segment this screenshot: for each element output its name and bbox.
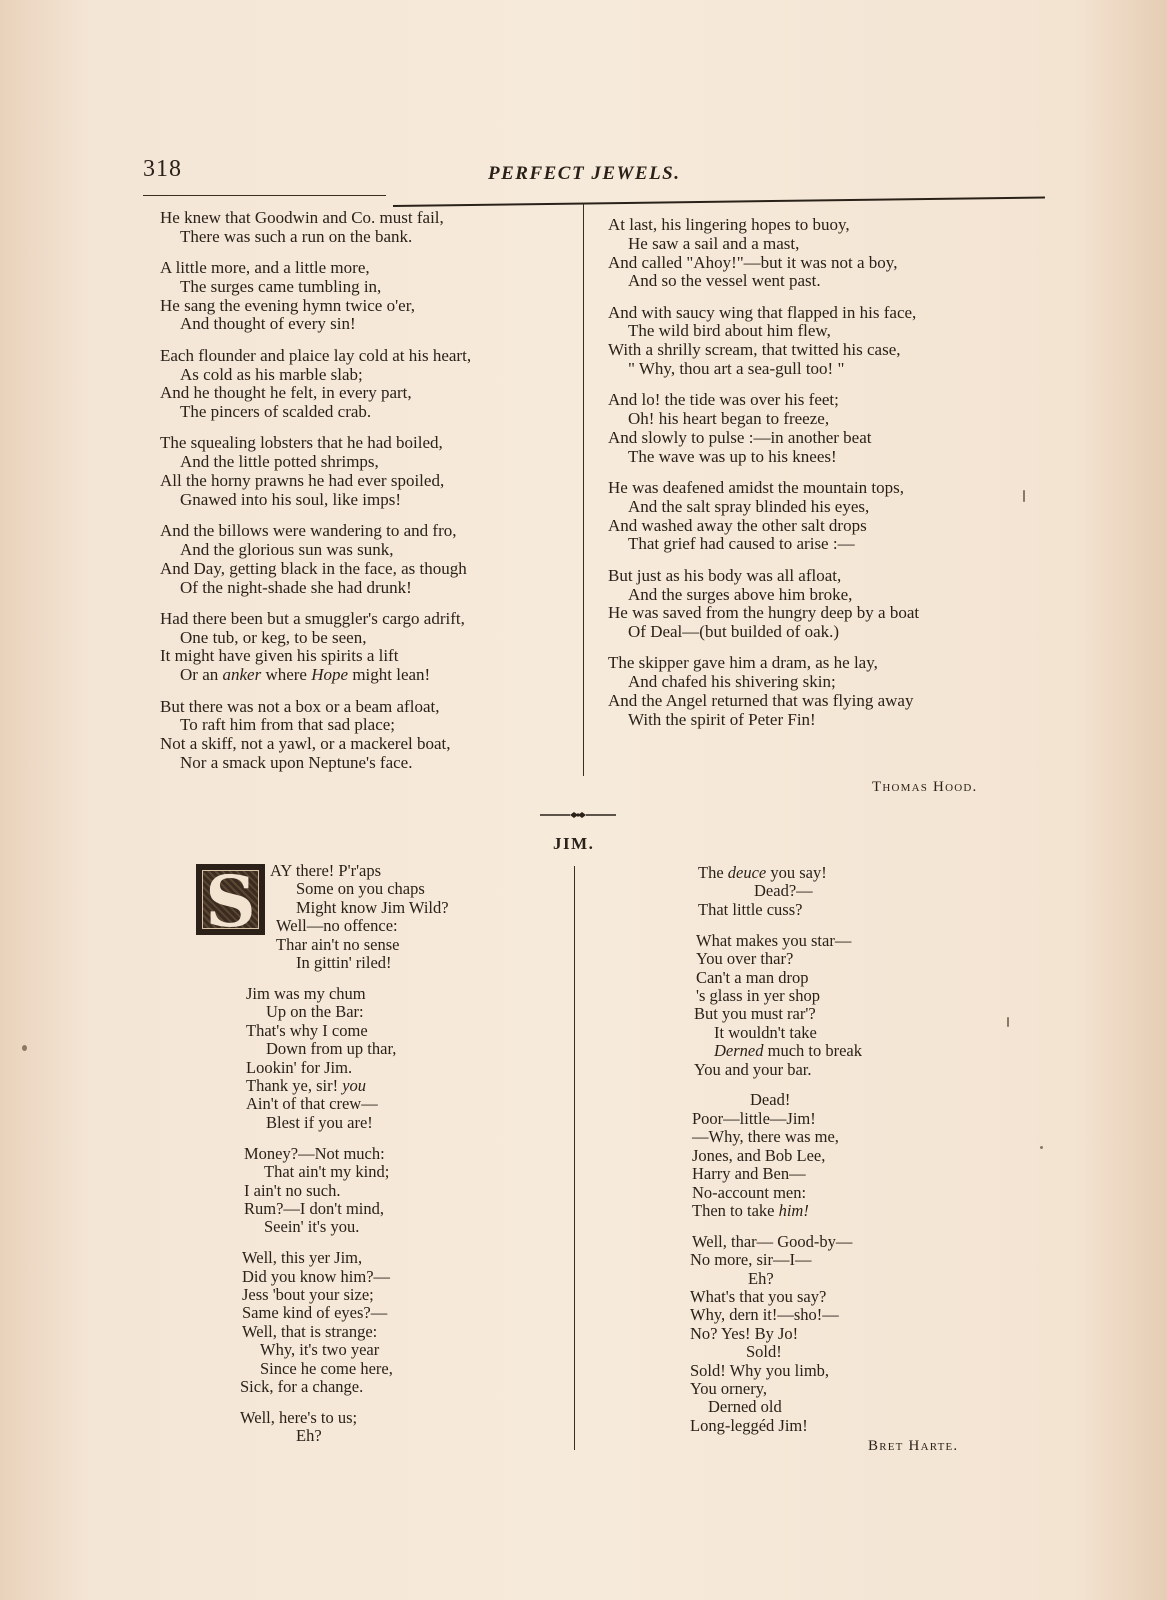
verse-line: Thar ain't no sense — [276, 934, 400, 954]
verse-line: Sold! Why you limb, — [690, 1360, 830, 1380]
peter-fin-left-column — [160, 209, 471, 785]
stanza — [240, 1409, 449, 1446]
verse-line: Might know Jim Wild? — [296, 897, 449, 917]
verse-line: The skipper gave him a dram, as he lay, — [608, 653, 878, 673]
verse-line: And thought of every sin! — [180, 314, 356, 334]
verse-line: Dead?— — [754, 881, 813, 901]
verse-line: I ain't no such. — [244, 1180, 341, 1200]
verse-line: 's glass in yer shop — [696, 985, 820, 1005]
stanza — [690, 1233, 862, 1435]
verse-line: Of the night-shade she had drunk! — [180, 577, 412, 597]
verse-line: Each flounder and plaice lay cold at his heart, — [160, 345, 472, 365]
verse-line: Well—no offence: — [276, 916, 398, 936]
verse-line: Sold! — [746, 1342, 782, 1362]
verse-line: Why, dern it!—sho!— — [690, 1305, 839, 1325]
verse-line: That's why I come — [246, 1020, 368, 1040]
verse-line: Or an anker where Hope might lean! — [180, 665, 431, 685]
verse-line: All the horny prawns he had ever spoiled, — [160, 471, 445, 491]
verse-line: Well, thar— Good-by— — [692, 1231, 853, 1251]
verse-line: And washed away the other salt drops — [608, 515, 867, 535]
verse-line: Blest if you are! — [266, 1112, 373, 1132]
verse-line: There was such a run on the bank. — [180, 226, 413, 246]
verse-line: The wave was up to his knees! — [628, 446, 837, 466]
verse-line: One tub, or keg, to be seen, — [180, 627, 367, 647]
verse-line: With the spirit of Peter Fin! — [628, 709, 816, 729]
verse-line: The deuce you say! — [698, 863, 827, 882]
column-divider — [574, 866, 575, 1450]
stanza — [690, 932, 862, 1079]
paper-speck — [1007, 1017, 1009, 1027]
verse-line: " Why, thou art a sea-gull too! " — [628, 359, 845, 379]
stanza — [160, 434, 471, 509]
verse-line: Nor a smack upon Neptune's face. — [180, 752, 413, 772]
verse-line: As cold as his marble slab; — [180, 364, 363, 384]
stanza — [608, 216, 919, 291]
verse-line: The surges came tumbling in, — [180, 276, 382, 296]
verse-line: Ain't of that crew— — [246, 1094, 378, 1114]
jim-right-column — [690, 864, 862, 1448]
verse-line: Eh? — [296, 1426, 322, 1446]
verse-line: And the billows were wandering to and fro, — [160, 521, 457, 541]
verse-line: Thank ye, sir! you — [246, 1075, 367, 1095]
verse-line: Since he come here, — [260, 1358, 393, 1378]
verse-line: But you must rar'? — [694, 1004, 816, 1024]
verse-line: And so the vessel went past. — [628, 271, 821, 291]
jim-left-column — [240, 862, 449, 1458]
verse-line: At last, his lingering hopes to buoy, — [608, 215, 850, 234]
verse-line: Lookin' for Jim. — [246, 1057, 353, 1077]
header-rule-right — [393, 196, 1045, 207]
verse-line: You over thar? — [696, 949, 794, 969]
verse-line: He saw a sail and a mast, — [628, 233, 800, 253]
drop-cap-letter: S — [205, 860, 256, 943]
verse-line: In gittin' riled! — [296, 953, 392, 973]
verse-line: Down from up thar, — [266, 1039, 397, 1059]
paper-speck — [1040, 1146, 1043, 1149]
verse-line: Seein' it's you. — [264, 1217, 360, 1237]
stanza — [240, 985, 449, 1132]
verse-line: Did you know him?— — [242, 1266, 391, 1286]
verse-line: Of Deal—(but builded of oak.) — [628, 622, 840, 642]
stanza — [690, 1091, 862, 1220]
verse-line: That ain't my kind; — [264, 1162, 390, 1182]
verse-line: No? Yes! By Jo! — [690, 1323, 799, 1343]
stanza — [608, 567, 919, 642]
verse-line: What's that you say? — [690, 1287, 827, 1307]
verse-line: The pincers of scalded crab. — [180, 402, 372, 422]
page-number: 318 — [143, 156, 182, 182]
verse-line: Long-leggéd Jim! — [690, 1415, 808, 1435]
section-ornament — [540, 810, 616, 820]
stanza — [608, 654, 919, 729]
verse-line: Eh? — [748, 1268, 774, 1288]
header-rule-left — [143, 195, 386, 196]
verse-line: No-account men: — [692, 1182, 807, 1202]
verse-line: Poor—little—Jim! — [692, 1108, 816, 1128]
verse-line: And the surges above him broke, — [628, 584, 853, 604]
verse-line: Dead! — [750, 1090, 791, 1110]
verse-line: The squealing lobsters that he had boiled, — [160, 433, 443, 453]
stanza — [160, 698, 471, 773]
verse-line: He was deafened amidst the mountain tops, — [608, 478, 905, 498]
verse-line: You and your bar. — [694, 1059, 812, 1079]
verse-line: That little cuss? — [698, 899, 803, 919]
poem-title: JIM. — [553, 834, 595, 853]
running-title: PERFECT JEWELS. — [488, 163, 681, 184]
verse-line: AY there! P'r'aps — [270, 861, 382, 880]
verse-line: That grief had caused to arise :— — [628, 534, 855, 554]
stanza — [240, 1145, 449, 1237]
verse-line: He knew that Goodwin and Co. must fail, — [160, 208, 444, 227]
verse-line: What makes you star— — [696, 930, 852, 950]
verse-line: Jones, and Bob Lee, — [692, 1145, 826, 1165]
verse-line: Well, that is strange: — [242, 1321, 378, 1341]
verse-line: And slowly to pulse :—in another beat — [608, 427, 872, 447]
stanza — [608, 391, 919, 466]
paper-speck — [1023, 490, 1025, 502]
stanza — [608, 304, 919, 379]
verse-line: Derned much to break — [714, 1041, 862, 1061]
verse-line: Jim was my chum — [246, 983, 366, 1003]
verse-line: Rum?—I don't mind, — [244, 1198, 385, 1218]
verse-line: Up on the Bar: — [266, 1002, 364, 1022]
verse-line: To raft him from that sad place; — [180, 715, 396, 735]
verse-line: Oh! his heart began to freeze, — [628, 409, 830, 429]
verse-line: —Why, there was me, — [692, 1127, 839, 1147]
verse-line: Sick, for a change. — [240, 1377, 364, 1397]
verse-line: Well, this yer Jim, — [242, 1248, 363, 1268]
verse-line: And the little potted shrimps, — [180, 452, 379, 472]
verse-line: And the salt spray blinded his eyes, — [628, 496, 870, 516]
stanza — [160, 522, 471, 597]
verse-line: A little more, and a little more, — [160, 258, 370, 278]
verse-line: He sang the evening hymn twice o'er, — [160, 295, 415, 315]
verse-line: And with saucy wing that flapped in his face, — [608, 302, 917, 322]
verse-line: Not a skiff, not a yawl, or a mackerel boat, — [160, 734, 451, 754]
verse-line: He was saved from the hungry deep by a boat — [608, 603, 920, 623]
author-attribution: Thomas Hood. — [872, 779, 978, 795]
verse-line: Same kind of eyes?— — [242, 1303, 388, 1323]
verse-line: Harry and Ben— — [692, 1164, 806, 1184]
verse-line: And called "Ahoy!"—but it was not a boy, — [608, 252, 898, 272]
verse-line: And chafed his shivering skin; — [628, 672, 836, 692]
verse-line: The wild bird about him flew, — [628, 321, 831, 341]
stanza — [160, 347, 471, 422]
stanza — [608, 479, 919, 554]
verse-line: Gnawed into his soul, like imps! — [180, 489, 401, 509]
verse-line: But just as his body was all afloat, — [608, 565, 842, 585]
stanza — [160, 209, 471, 247]
verse-line: And he thought he felt, in every part, — [160, 383, 412, 403]
verse-line: But there was not a box or a beam afloat, — [160, 696, 440, 716]
verse-line: Money?—Not much: — [244, 1143, 385, 1163]
verse-line: Can't a man drop — [696, 967, 809, 987]
verse-line: And lo! the tide was over his feet; — [608, 390, 839, 410]
verse-line: It might have given his spirits a lift — [160, 646, 399, 666]
verse-line: You ornery, — [690, 1379, 768, 1399]
verse-line: With a shrilly scream, that twitted his case, — [608, 340, 901, 360]
verse-line: Had there been but a smuggler's cargo adrift, — [160, 608, 465, 628]
stanza — [160, 259, 471, 334]
verse-line: No more, sir—I— — [690, 1250, 812, 1270]
verse-line: It wouldn't take — [714, 1022, 817, 1042]
verse-line: Derned old — [708, 1397, 782, 1417]
verse-line: And Day, getting black in the face, as though — [160, 558, 467, 578]
verse-line: Some on you chaps — [296, 879, 425, 899]
stanza — [160, 610, 471, 685]
verse-line: Jess 'bout your size; — [242, 1285, 374, 1305]
verse-line: Why, it's two year — [260, 1340, 380, 1360]
verse-line: And the Angel returned that was flying away — [608, 691, 914, 711]
stanza — [240, 862, 449, 972]
stanza — [240, 1249, 449, 1396]
paper-speck — [22, 1045, 27, 1051]
column-divider — [583, 204, 584, 776]
peter-fin-right-column — [608, 216, 919, 742]
verse-line: Then to take him! — [692, 1200, 809, 1220]
stanza — [690, 864, 862, 919]
verse-line: Well, here's to us; — [240, 1407, 358, 1427]
verse-line: And the glorious sun was sunk, — [180, 539, 394, 559]
author-attribution: Bret Harte. — [868, 1438, 959, 1454]
